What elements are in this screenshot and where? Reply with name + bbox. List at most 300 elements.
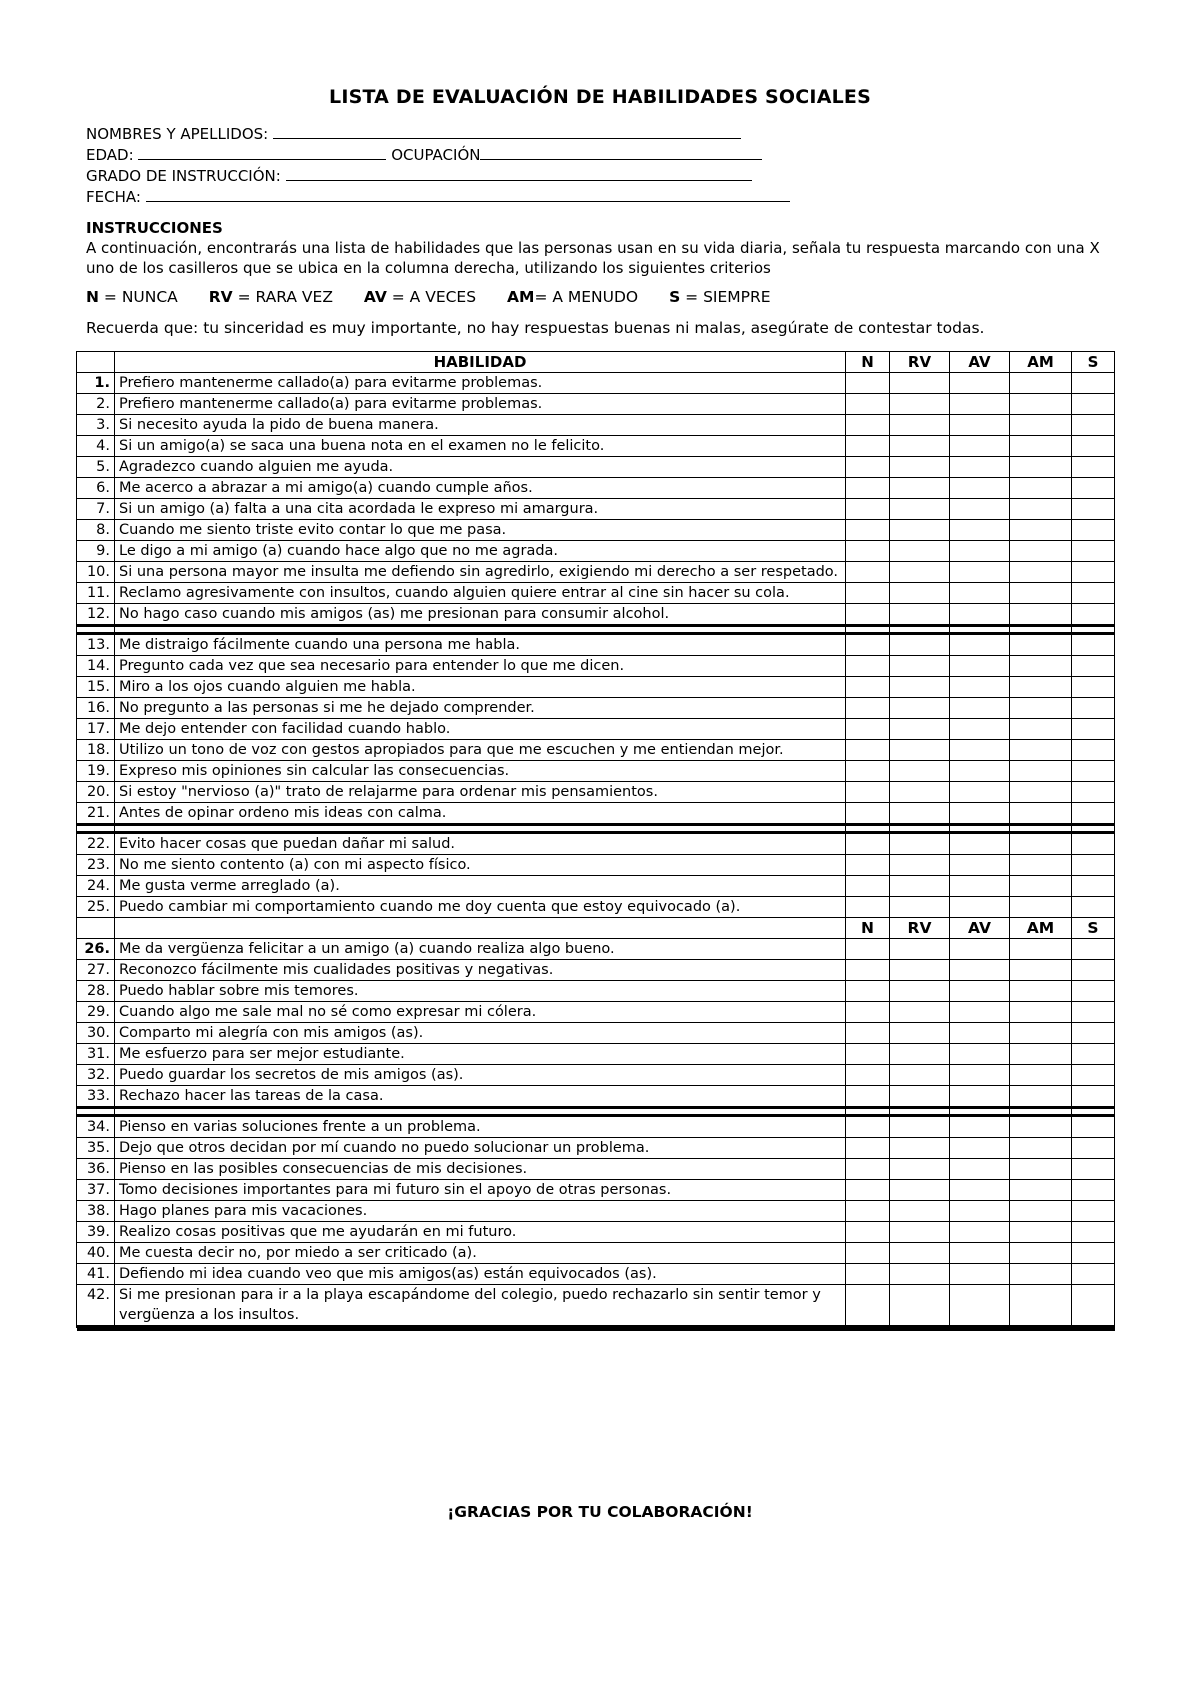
item-text: Si una persona mayor me insulta me defiendo sin agredirlo, exigiendo mi derecho a ser respetado. [115, 562, 846, 583]
legend-item-rv: RV = RARA VEZ [208, 288, 333, 306]
item-text: Defiendo mi idea cuando veo que mis amigos(as) están equivocados (as). [115, 1264, 846, 1285]
answer-cell-av[interactable] [950, 698, 1010, 719]
answer-cell-av[interactable] [950, 1201, 1010, 1222]
answer-cell-am[interactable] [1010, 656, 1072, 677]
item-text: Agradezco cuando alguien me ayuda. [115, 457, 846, 478]
answer-cell-am[interactable] [1010, 1180, 1072, 1201]
answer-cell-rv[interactable] [890, 1116, 950, 1138]
answer-cell-n[interactable] [846, 499, 890, 520]
answer-cell-s[interactable] [1072, 457, 1115, 478]
answer-cell-n[interactable] [846, 897, 890, 918]
answer-cell-n[interactable] [846, 1138, 890, 1159]
answer-cell-rv[interactable] [890, 1285, 950, 1327]
answer-cell-s[interactable] [1072, 1044, 1115, 1065]
answer-cell-n[interactable] [846, 1116, 890, 1138]
answer-cell-rv[interactable] [890, 782, 950, 803]
answer-cell-s[interactable] [1072, 833, 1115, 855]
answer-cell-n[interactable] [846, 415, 890, 436]
answer-cell-s[interactable] [1072, 761, 1115, 782]
answer-cell-am[interactable] [1010, 541, 1072, 562]
table-row [77, 1002, 1115, 1023]
item-text: Me gusta verme arreglado (a). [115, 876, 846, 897]
answer-cell-rv[interactable] [890, 1264, 950, 1285]
answer-cell-s[interactable] [1072, 562, 1115, 583]
answer-cell-am[interactable] [1010, 782, 1072, 803]
answer-cell-av[interactable] [950, 1180, 1010, 1201]
answer-cell-am[interactable] [1010, 897, 1072, 918]
answer-cell-rv[interactable] [890, 1086, 950, 1108]
answer-cell-n[interactable] [846, 960, 890, 981]
answer-cell-rv[interactable] [890, 876, 950, 897]
answer-cell-am[interactable] [1010, 415, 1072, 436]
answer-cell-av[interactable] [950, 1044, 1010, 1065]
header-rv: RV [890, 352, 950, 373]
table-row [77, 520, 1115, 541]
answer-cell-av[interactable] [950, 1285, 1010, 1327]
answer-cell-av[interactable] [950, 634, 1010, 656]
table-end-line [77, 1327, 1115, 1330]
answer-cell-n[interactable] [846, 1065, 890, 1086]
answer-cell-n[interactable] [846, 1285, 890, 1327]
answer-cell-av[interactable] [950, 855, 1010, 876]
item-text: Me cuesta decir no, por miedo a ser criticado (a). [115, 1243, 846, 1264]
answer-cell-n[interactable] [846, 1180, 890, 1201]
answer-cell-rv[interactable] [890, 960, 950, 981]
skills-table [76, 351, 1115, 1331]
answer-cell-am[interactable] [1010, 478, 1072, 499]
answer-cell-s[interactable] [1072, 478, 1115, 499]
answer-cell-s[interactable] [1072, 1180, 1115, 1201]
answer-cell-rv[interactable] [890, 499, 950, 520]
separator-cell [1010, 825, 1072, 833]
answer-cell-n[interactable] [846, 782, 890, 803]
answer-cell-n[interactable] [846, 761, 890, 782]
item-number: 42. [77, 1285, 115, 1327]
answer-cell-av[interactable] [950, 1264, 1010, 1285]
item-number: 14. [77, 656, 115, 677]
answer-cell-av[interactable] [950, 1002, 1010, 1023]
answer-cell-rv[interactable] [890, 436, 950, 457]
answer-cell-av[interactable] [950, 960, 1010, 981]
item-text: Cuando algo me sale mal no sé como expresar mi cólera. [115, 1002, 846, 1023]
answer-cell-s[interactable] [1072, 1201, 1115, 1222]
table-row [77, 1086, 1115, 1108]
header-habilidad: HABILIDAD [115, 352, 846, 373]
answer-cell-am[interactable] [1010, 803, 1072, 825]
table-row [77, 1222, 1115, 1243]
answer-cell-rv[interactable] [890, 1243, 950, 1264]
separator-cell [950, 626, 1010, 634]
answer-cell-s[interactable] [1072, 981, 1115, 1002]
answer-cell-av[interactable] [950, 1138, 1010, 1159]
answer-cell-n[interactable] [846, 394, 890, 415]
answer-cell-am[interactable] [1010, 634, 1072, 656]
answer-cell-av[interactable] [950, 1065, 1010, 1086]
legend-item-s: S = SIEMPRE [669, 288, 771, 306]
item-number: 41. [77, 1264, 115, 1285]
answer-cell-am[interactable] [1010, 719, 1072, 740]
answer-cell-am[interactable] [1010, 1201, 1072, 1222]
answer-cell-am[interactable] [1010, 698, 1072, 719]
separator-cell [950, 825, 1010, 833]
item-number: 15. [77, 677, 115, 698]
answer-cell-av[interactable] [950, 394, 1010, 415]
answer-cell-s[interactable] [1072, 803, 1115, 825]
answer-cell-s[interactable] [1072, 634, 1115, 656]
answer-cell-rv[interactable] [890, 562, 950, 583]
answer-cell-rv[interactable] [890, 740, 950, 761]
answer-cell-n[interactable] [846, 373, 890, 394]
item-number: 10. [77, 562, 115, 583]
answer-cell-s[interactable] [1072, 1116, 1115, 1138]
answer-cell-rv[interactable] [890, 394, 950, 415]
field-label-grado: GRADO DE INSTRUCCIÓN: [86, 167, 281, 185]
answer-cell-av[interactable] [950, 782, 1010, 803]
separator-cell [846, 1108, 890, 1116]
field-line-fecha[interactable] [146, 187, 790, 202]
item-number: 26. [77, 939, 115, 960]
item-text: Utilizo un tono de voz con gestos apropiados para que me escuchen y me entiendan mejor. [115, 740, 846, 761]
answer-cell-rv[interactable] [890, 939, 950, 960]
answer-cell-n[interactable] [846, 939, 890, 960]
answer-cell-av[interactable] [950, 1243, 1010, 1264]
answer-cell-rv[interactable] [890, 656, 950, 677]
table-row [77, 855, 1115, 876]
answer-cell-n[interactable] [846, 457, 890, 478]
answer-cell-s[interactable] [1072, 1285, 1115, 1327]
answer-cell-av[interactable] [950, 876, 1010, 897]
answer-cell-rv[interactable] [890, 761, 950, 782]
answer-cell-av[interactable] [950, 415, 1010, 436]
answer-cell-s[interactable] [1072, 1264, 1115, 1285]
answer-cell-n[interactable] [846, 981, 890, 1002]
answer-cell-n[interactable] [846, 1002, 890, 1023]
answer-cell-rv[interactable] [890, 833, 950, 855]
field-line-edad[interactable] [138, 145, 386, 160]
answer-cell-am[interactable] [1010, 1002, 1072, 1023]
answer-cell-am[interactable] [1010, 583, 1072, 604]
answer-cell-n[interactable] [846, 1086, 890, 1108]
answer-cell-s[interactable] [1072, 960, 1115, 981]
item-text: Si un amigo(a) se saca una buena nota en el examen no le felicito. [115, 436, 846, 457]
table-row [77, 1159, 1115, 1180]
answer-cell-rv[interactable] [890, 541, 950, 562]
answer-cell-n[interactable] [846, 656, 890, 677]
answer-cell-av[interactable] [950, 740, 1010, 761]
answer-cell-av[interactable] [950, 1023, 1010, 1044]
answer-cell-am[interactable] [1010, 1044, 1072, 1065]
answer-cell-am[interactable] [1010, 1159, 1072, 1180]
answer-cell-s[interactable] [1072, 782, 1115, 803]
answer-cell-s[interactable] [1072, 939, 1115, 960]
answer-cell-n[interactable] [846, 541, 890, 562]
answer-cell-av[interactable] [950, 1159, 1010, 1180]
answer-cell-av[interactable] [950, 1222, 1010, 1243]
item-text: Hago planes para mis vacaciones. [115, 1201, 846, 1222]
answer-cell-av[interactable] [950, 373, 1010, 394]
field-line-nombres[interactable] [273, 124, 741, 139]
answer-cell-s[interactable] [1072, 436, 1115, 457]
answer-cell-am[interactable] [1010, 960, 1072, 981]
answer-cell-s[interactable] [1072, 373, 1115, 394]
answer-cell-av[interactable] [950, 939, 1010, 960]
answer-cell-av[interactable] [950, 1116, 1010, 1138]
answer-cell-am[interactable] [1010, 1086, 1072, 1108]
answer-cell-am[interactable] [1010, 1222, 1072, 1243]
answer-cell-n[interactable] [846, 803, 890, 825]
answer-cell-s[interactable] [1072, 897, 1115, 918]
table-row [77, 1138, 1115, 1159]
answer-cell-s[interactable] [1072, 541, 1115, 562]
answer-cell-rv[interactable] [890, 478, 950, 499]
item-number: 23. [77, 855, 115, 876]
table-row [77, 457, 1115, 478]
answer-cell-rv[interactable] [890, 981, 950, 1002]
item-text: Prefiero mantenerme callado(a) para evitarme problemas. [115, 373, 846, 394]
answer-cell-am[interactable] [1010, 499, 1072, 520]
separator-cell [890, 825, 950, 833]
answer-cell-rv[interactable] [890, 373, 950, 394]
thanks-message: ¡GRACIAS POR TU COLABORACIÓN! [447, 1503, 753, 1521]
answer-cell-rv[interactable] [890, 855, 950, 876]
answer-cell-n[interactable] [846, 562, 890, 583]
answer-cell-rv[interactable] [890, 803, 950, 825]
answer-cell-av[interactable] [950, 583, 1010, 604]
answer-cell-n[interactable] [846, 478, 890, 499]
item-text: Antes de opinar ordeno mis ideas con calma. [115, 803, 846, 825]
answer-cell-rv[interactable] [890, 457, 950, 478]
answer-cell-s[interactable] [1072, 855, 1115, 876]
answer-cell-s[interactable] [1072, 740, 1115, 761]
group-separator [77, 1108, 1115, 1116]
answer-cell-av[interactable] [950, 604, 1010, 626]
item-text: Me dejo entender con facilidad cuando hablo. [115, 719, 846, 740]
answer-cell-av[interactable] [950, 478, 1010, 499]
answer-cell-s[interactable] [1072, 876, 1115, 897]
answer-cell-s[interactable] [1072, 520, 1115, 541]
table-row [77, 1023, 1115, 1044]
answer-cell-n[interactable] [846, 855, 890, 876]
item-number: 16. [77, 698, 115, 719]
field-label-fecha: FECHA: [86, 188, 141, 206]
answer-cell-av[interactable] [950, 457, 1010, 478]
answer-cell-rv[interactable] [890, 1065, 950, 1086]
answer-cell-am[interactable] [1010, 373, 1072, 394]
answer-cell-av[interactable] [950, 436, 1010, 457]
answer-cell-n[interactable] [846, 520, 890, 541]
answer-cell-av[interactable] [950, 541, 1010, 562]
item-number: 21. [77, 803, 115, 825]
answer-cell-rv[interactable] [890, 719, 950, 740]
answer-cell-rv[interactable] [890, 604, 950, 626]
answer-cell-am[interactable] [1010, 677, 1072, 698]
answer-cell-rv[interactable] [890, 897, 950, 918]
field-line-grado[interactable] [286, 166, 752, 181]
item-number: 13. [77, 634, 115, 656]
answer-cell-am[interactable] [1010, 394, 1072, 415]
answer-cell-rv[interactable] [890, 1201, 950, 1222]
answer-cell-am[interactable] [1010, 436, 1072, 457]
answer-cell-rv[interactable] [890, 634, 950, 656]
answer-cell-am[interactable] [1010, 562, 1072, 583]
answer-cell-s[interactable] [1072, 1243, 1115, 1264]
field-row-edad-ocupacion [86, 145, 790, 166]
answer-cell-av[interactable] [950, 833, 1010, 855]
answer-cell-n[interactable] [846, 719, 890, 740]
answer-cell-n[interactable] [846, 1044, 890, 1065]
answer-cell-s[interactable] [1072, 1138, 1115, 1159]
table-row [77, 436, 1115, 457]
answer-cell-am[interactable] [1010, 981, 1072, 1002]
answer-cell-s[interactable] [1072, 583, 1115, 604]
table-row [77, 960, 1115, 981]
separator-cell [77, 1108, 115, 1116]
item-number: 2. [77, 394, 115, 415]
item-number: 36. [77, 1159, 115, 1180]
answer-cell-av[interactable] [950, 499, 1010, 520]
answer-cell-am[interactable] [1010, 1138, 1072, 1159]
header-am: AM [1010, 352, 1072, 373]
item-number: 8. [77, 520, 115, 541]
answer-cell-s[interactable] [1072, 677, 1115, 698]
answer-cell-am[interactable] [1010, 520, 1072, 541]
answer-cell-av[interactable] [950, 761, 1010, 782]
answer-cell-rv[interactable] [890, 1023, 950, 1044]
table-body [77, 373, 1115, 1330]
legend-item-n: N = NUNCA [86, 288, 178, 306]
item-text: Si estoy "nervioso (a)" trato de relajarme para ordenar mis pensamientos. [115, 782, 846, 803]
answer-cell-am[interactable] [1010, 740, 1072, 761]
answer-cell-rv[interactable] [890, 520, 950, 541]
answer-cell-rv[interactable] [890, 1159, 950, 1180]
separator-cell [1010, 626, 1072, 634]
answer-cell-n[interactable] [846, 677, 890, 698]
answer-cell-av[interactable] [950, 981, 1010, 1002]
table-row [77, 897, 1115, 918]
answer-cell-s[interactable] [1072, 604, 1115, 626]
table-row [77, 656, 1115, 677]
item-text: No me siento contento (a) con mi aspecto físico. [115, 855, 846, 876]
table-row [77, 939, 1115, 960]
answer-cell-s[interactable] [1072, 719, 1115, 740]
table-row [77, 1116, 1115, 1138]
table-row [77, 719, 1115, 740]
answer-cell-av[interactable] [950, 897, 1010, 918]
separator-cell [846, 626, 890, 634]
answer-cell-rv[interactable] [890, 583, 950, 604]
answer-cell-n[interactable] [846, 604, 890, 626]
legend-item-av: AV = A VECES [363, 288, 477, 306]
answer-cell-av[interactable] [950, 677, 1010, 698]
table-row [77, 698, 1115, 719]
table-subheader-row [77, 918, 1115, 939]
item-number: 18. [77, 740, 115, 761]
item-number: 22. [77, 833, 115, 855]
table-row [77, 677, 1115, 698]
answer-cell-am[interactable] [1010, 939, 1072, 960]
answer-cell-rv[interactable] [890, 1002, 950, 1023]
instructions-heading: INSTRUCCIONES [86, 219, 223, 237]
answer-cell-n[interactable] [846, 436, 890, 457]
answer-cell-n[interactable] [846, 740, 890, 761]
answer-cell-n[interactable] [846, 698, 890, 719]
separator-cell [77, 825, 115, 833]
answer-cell-s[interactable] [1072, 1222, 1115, 1243]
answer-cell-n[interactable] [846, 833, 890, 855]
answer-cell-am[interactable] [1010, 1065, 1072, 1086]
answer-cell-rv[interactable] [890, 1044, 950, 1065]
answer-cell-rv[interactable] [890, 698, 950, 719]
answer-cell-n[interactable] [846, 634, 890, 656]
answer-cell-s[interactable] [1072, 415, 1115, 436]
answer-cell-n[interactable] [846, 1159, 890, 1180]
answer-cell-n[interactable] [846, 1023, 890, 1044]
answer-cell-rv[interactable] [890, 1138, 950, 1159]
item-number: 29. [77, 1002, 115, 1023]
answer-cell-s[interactable] [1072, 1065, 1115, 1086]
answer-cell-am[interactable] [1010, 1243, 1072, 1264]
table-row [77, 1180, 1115, 1201]
answer-cell-am[interactable] [1010, 876, 1072, 897]
item-number: 24. [77, 876, 115, 897]
item-number: 32. [77, 1065, 115, 1086]
answer-cell-s[interactable] [1072, 698, 1115, 719]
answer-cell-am[interactable] [1010, 761, 1072, 782]
answer-cell-rv[interactable] [890, 1222, 950, 1243]
answer-cell-av[interactable] [950, 719, 1010, 740]
answer-cell-s[interactable] [1072, 1086, 1115, 1108]
table-row [77, 499, 1115, 520]
answer-cell-s[interactable] [1072, 656, 1115, 677]
answer-cell-am[interactable] [1010, 604, 1072, 626]
table-row [77, 604, 1115, 626]
answer-cell-s[interactable] [1072, 499, 1115, 520]
answer-cell-am[interactable] [1010, 457, 1072, 478]
answer-cell-rv[interactable] [890, 677, 950, 698]
item-text: Puedo cambiar mi comportamiento cuando me doy cuenta que estoy equivocado (a). [115, 897, 846, 918]
answer-cell-rv[interactable] [890, 1180, 950, 1201]
answer-cell-n[interactable] [846, 876, 890, 897]
answer-cell-av[interactable] [950, 562, 1010, 583]
page-title: LISTA DE EVALUACIÓN DE HABILIDADES SOCIALES [329, 86, 871, 108]
table-row [77, 1285, 1115, 1327]
answer-cell-av[interactable] [950, 656, 1010, 677]
answer-cell-av[interactable] [950, 520, 1010, 541]
answer-cell-av[interactable] [950, 803, 1010, 825]
item-number: 35. [77, 1138, 115, 1159]
answer-cell-s[interactable] [1072, 1023, 1115, 1044]
answer-cell-n[interactable] [846, 583, 890, 604]
answer-cell-n[interactable] [846, 1201, 890, 1222]
answer-cell-s[interactable] [1072, 1002, 1115, 1023]
answer-cell-n[interactable] [846, 1243, 890, 1264]
answer-cell-am[interactable] [1010, 1264, 1072, 1285]
field-line-ocupacion[interactable] [480, 145, 762, 160]
answer-cell-av[interactable] [950, 1086, 1010, 1108]
answer-cell-s[interactable] [1072, 394, 1115, 415]
answer-cell-am[interactable] [1010, 1023, 1072, 1044]
answer-cell-n[interactable] [846, 1222, 890, 1243]
answer-cell-am[interactable] [1010, 1285, 1072, 1327]
table-row [77, 833, 1115, 855]
answer-cell-am[interactable] [1010, 855, 1072, 876]
answer-cell-am[interactable] [1010, 833, 1072, 855]
item-number: 12. [77, 604, 115, 626]
answer-cell-am[interactable] [1010, 1116, 1072, 1138]
answer-cell-n[interactable] [846, 1264, 890, 1285]
answer-cell-rv[interactable] [890, 415, 950, 436]
answer-cell-s[interactable] [1072, 1159, 1115, 1180]
